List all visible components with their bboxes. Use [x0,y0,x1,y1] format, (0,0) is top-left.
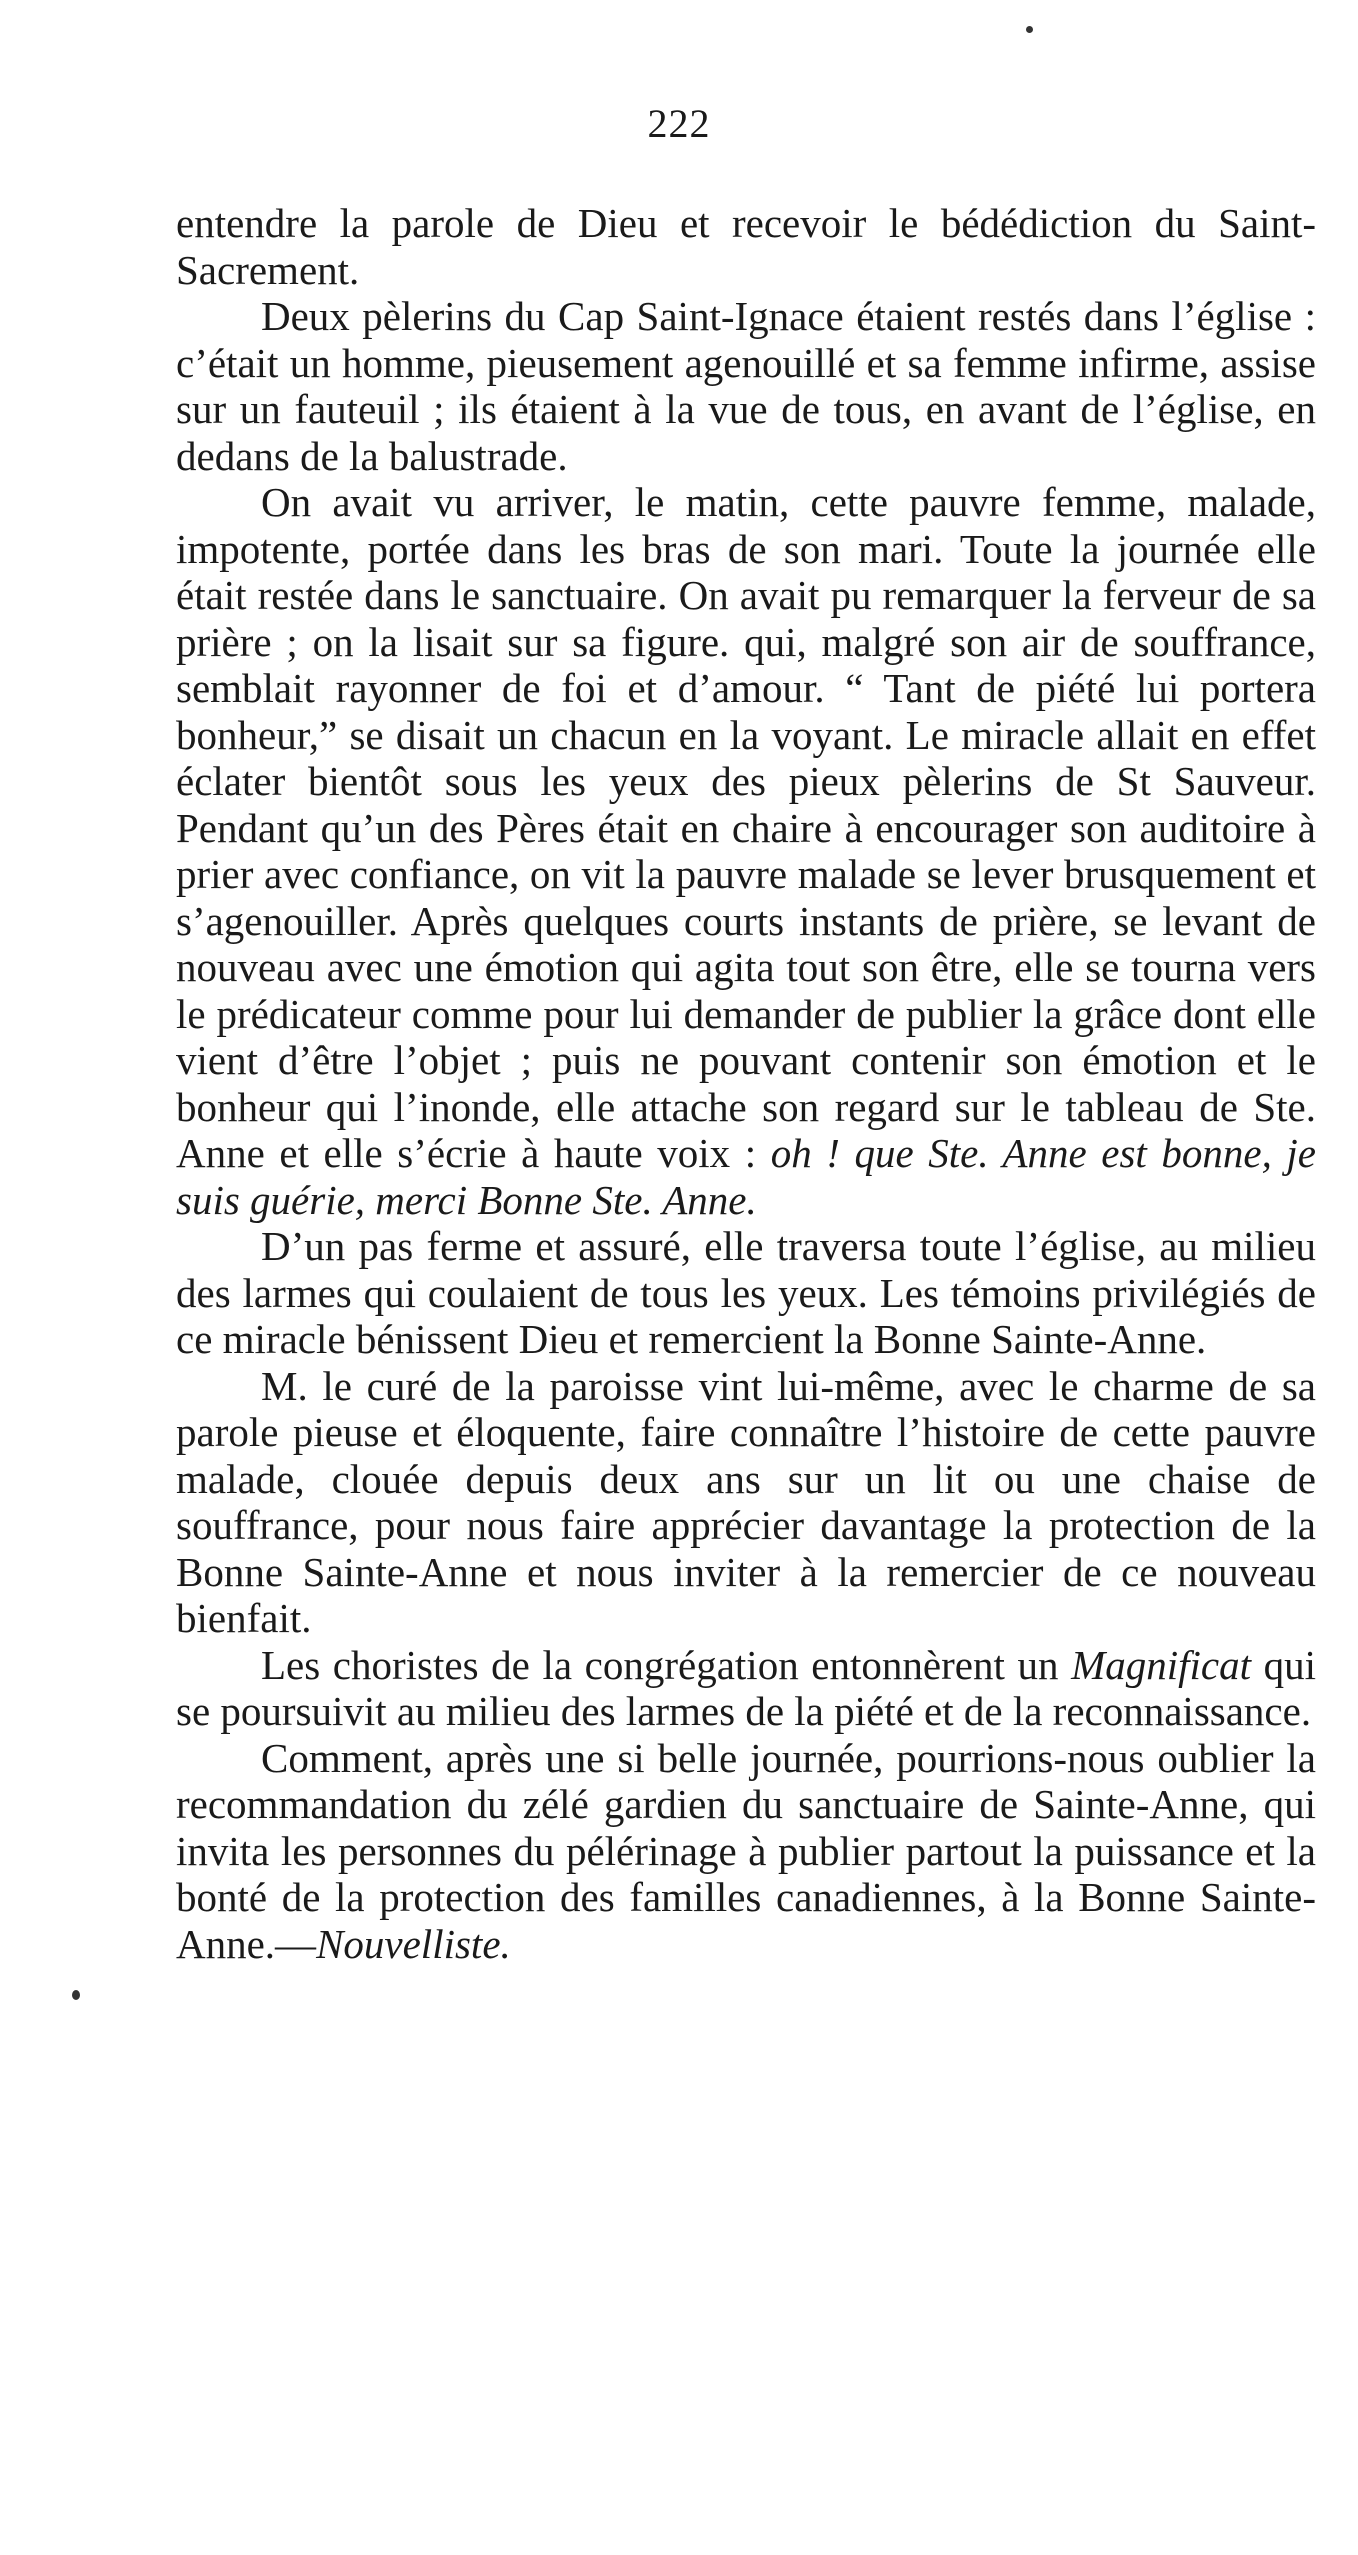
magnificat-title: Magnificat [1071,1641,1251,1688]
ink-speck-top [1026,26,1033,33]
ink-speck-margin [72,1990,80,2000]
paragraph-continuation [176,200,1316,293]
body-text [176,200,1316,1967]
paragraph-text-after: qui se poursuivit au milieu des larmes de la piété et de la reconnaissance. [176,1641,1316,1734]
paragraph-witnesses [176,1223,1316,1363]
paragraph-text: M. le curé de la paroisse vint lui-même, avec le charme de sa parole pieuse et éloquente, faire connaître l’histoire de cette pauvre malade, clouée depuis deux ans sur un lit ou une chaise de souffrance, pour nous faire apprécier davantage la protection de la Bonne Sainte-Anne et nous inviter à la remercier de ce nouveau bienfait. [176,1362,1316,1641]
paragraph-choristers [176,1642,1316,1735]
paragraph-text: On avait vu arriver, le matin, cette pauvre femme, malade, impotente, portée dans les bras de son mari. Toute la journée elle était restée dans le sanctuaire. On avait pu remarquer la ferveur de sa prière ; on la lisait sur sa figure. qui, malgré son air de souffrance, semblait rayonner de foi et d’amour. “ Tant de piété lui portera bonheur,” se disait un chacun en la voyant. Le miracle allait en effet éclater bientôt sous les yeux des pieux pèlerins de St Sauveur. Pendant qu’un des Pères était en chaire à encourager son auditoire à prier avec confiance, on vit la pauvre malade se lever brusquement et s’agenouiller. Après quelques courts instants de prière, se levant de nouveau avec une émotion qui agita tout son être, elle se tourna vers le prédicateur comme pour lui demander de publier la grâce dont elle vient d’être l’objet ; puis ne pouvant contenir son émotion et le bonheur qui l’inonde, elle attache son regard sur le tableau de Ste. Anne et elle s’écrie à haute voix : [176,479,1316,1176]
paragraph-closing [176,1735,1316,1968]
paragraph-text: Comment, après une si belle journée, pourrions-nous oublier la recommandation du zélé gardien du sanctuaire de Sainte-Anne, qui invita les personnes du pélérinage à publier partout la puissance et la bonté de la protection des familles canadiennes, à la Bonne Sainte-Anne.— [176,1734,1316,1967]
paragraph-text: entendre la parole de Dieu et recevoir le bédédiction du Saint-Sacrement. [176,200,1316,293]
paragraph-cure [176,1363,1316,1642]
page-number: 222 [647,101,711,146]
paragraph-text: Les choristes de la congrégation entonnèrent un [261,1641,1072,1688]
paragraph-pilgrims [176,293,1316,479]
exclamation-quote: oh ! que Ste. Anne est bonne, je suis guérie, merci Bonne Ste. Anne. [176,1130,1316,1223]
source-attribution: Nouvelliste. [316,1920,511,1967]
paragraph-text: D’un pas ferme et assuré, elle traversa toute l’église, au milieu des larmes qui coulaient de tous les yeux. Les témoins privilégiés de ce miracle bénissent Dieu et remercient la Bonne Sainte-Anne. [176,1223,1316,1362]
paragraph-miracle [176,479,1316,1223]
paragraph-text: Deux pèlerins du Cap Saint-Ignace étaient restés dans l’église : c’était un homme, pieusement agenouillé et sa femme infirme, assise sur un fauteuil ; ils étaient à la vue de tous, en avant de l’église, en dedans de la balustrade. [176,293,1316,479]
